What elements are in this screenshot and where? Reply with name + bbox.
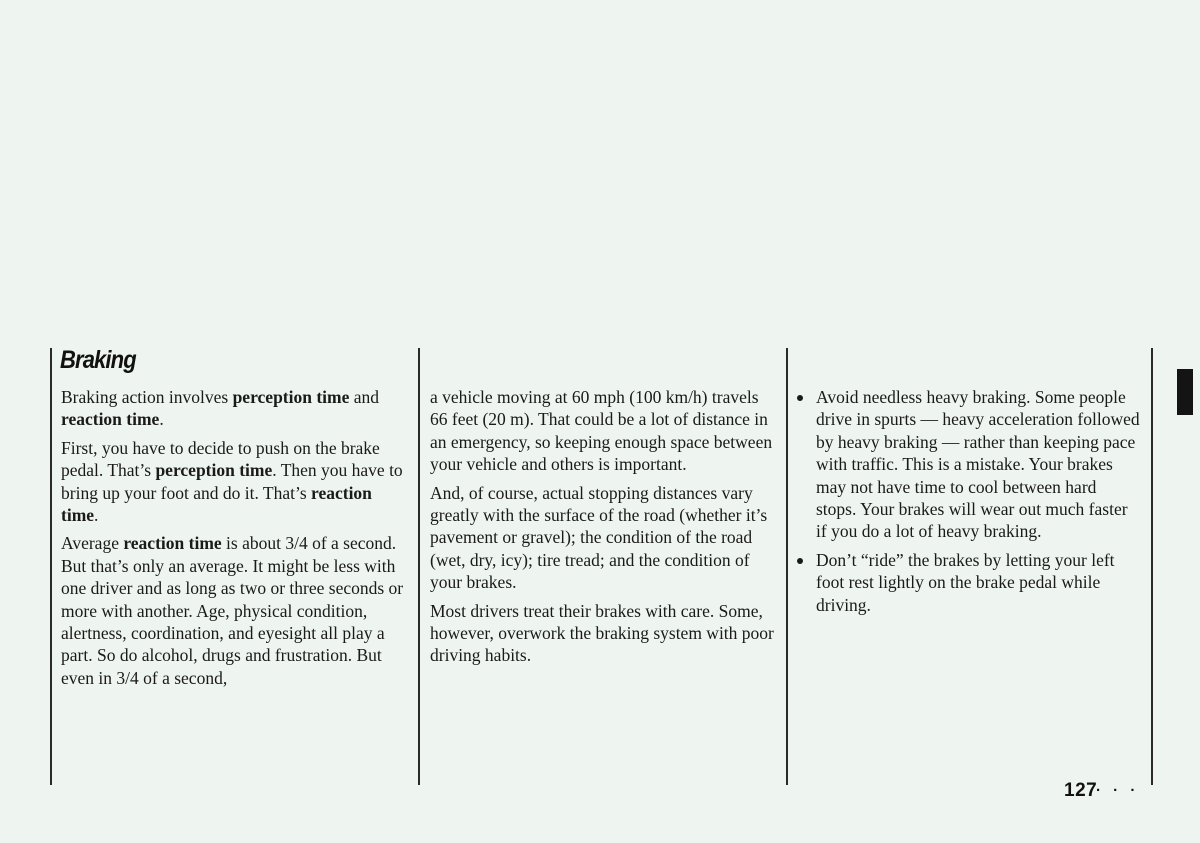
bullet-list xyxy=(796,386,1141,616)
paragraph-road-conditions: And, of course, actual stopping distances vary greatly with the surface of the road (whether it’s pavement or gravel); the condition of the road (wet, dry, icy); tire tread; and the condition of your brakes. xyxy=(430,482,768,593)
page-number: 127 xyxy=(1064,780,1098,801)
term-reaction-time: reaction time xyxy=(123,533,222,554)
column-divider-right xyxy=(786,348,788,785)
column-divider-left xyxy=(50,348,52,785)
paragraph-perception-reaction: Braking action involves perception time and reaction time. xyxy=(61,387,380,430)
term-perception-time: perception time xyxy=(155,460,273,481)
paragraph-driving-habits: Most drivers treat their brakes with care. Some, however, overwork the braking system with poor driving habits. xyxy=(430,600,774,666)
term-reaction-time: reaction time xyxy=(61,482,372,526)
text-column-2 xyxy=(430,386,780,673)
text-column-3 xyxy=(796,386,1141,622)
chapter-tab-marker xyxy=(1177,369,1193,415)
term-perception-time: perception time xyxy=(232,387,350,407)
page-dots: · · · xyxy=(1096,782,1140,799)
column-divider-edge xyxy=(1151,348,1153,785)
column-divider-middle xyxy=(418,348,420,785)
section-heading: Braking xyxy=(60,346,136,374)
bullet-icon xyxy=(797,558,803,564)
bullet-icon xyxy=(797,395,803,401)
paragraph-average-reaction: Average reaction time is about 3/4 of a second. But that’s only an average. It might be less with one driver and as long as two or three seconds or more with another. Age, physical condition, alertness, coordination, and eyesight all play a part. So do alcohol, drugs and frustration. But even in 3/4 of a second, xyxy=(61,533,404,688)
text-column-1 xyxy=(61,386,411,695)
paragraph-definitions: First, you have to decide to push on the brake pedal. That’s perception time. Then you have to bring up your foot and do it. That’s reaction time. xyxy=(61,437,403,526)
paragraph-stopping-distance: a vehicle moving at 60 mph (100 km/h) travels 66 feet (20 m). That could be a lot of distance in an emergency, so keeping enough space between your vehicle and others is important. xyxy=(430,387,773,475)
term-reaction-time: reaction time xyxy=(61,409,160,430)
bullet-item: Don’t “ride” the brakes by letting your left foot rest lightly on the brake pedal while driving. xyxy=(796,549,1141,616)
bullet-item: Avoid needless heavy braking. Some people drive in spurts — heavy acceleration followed by heavy braking — rather than keeping pace with traffic. This is a mistake. Your brakes may not have time to cool between hard stops. Your brakes will wear out much faster if you do a lot of heavy braking. xyxy=(796,386,1141,543)
